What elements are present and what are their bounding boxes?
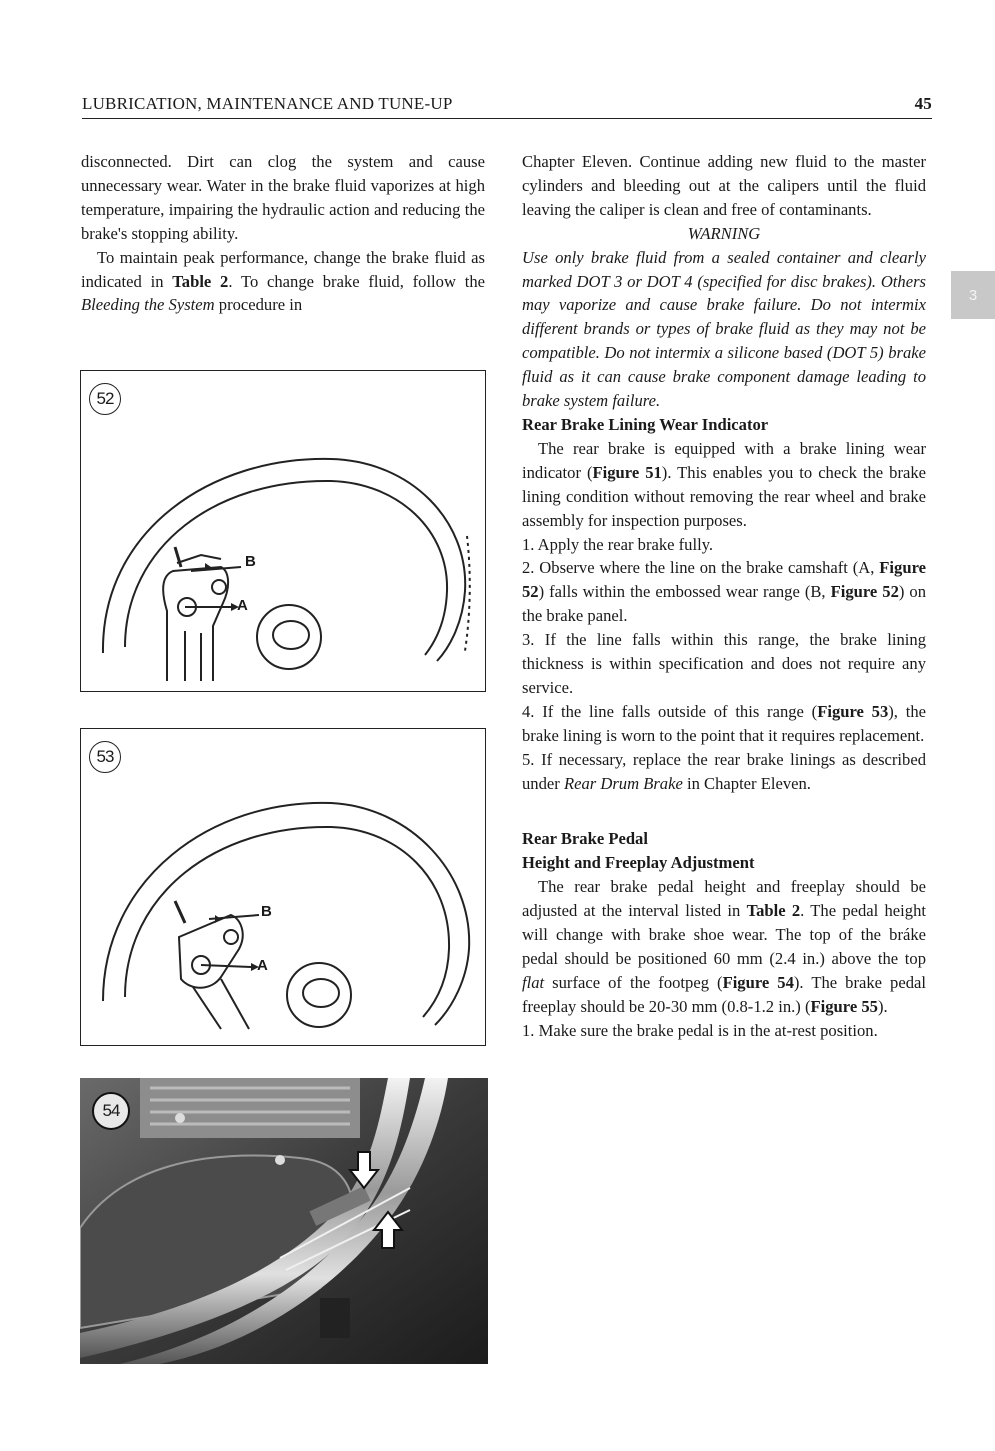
table-reference: Table 2	[746, 901, 801, 921]
text-run: ). This enables you to check the brake lining condition without removing the rear wheel and brake assembly for inspection purposes.	[522, 462, 926, 530]
label-a: A	[257, 957, 268, 974]
warning-heading: WARNING	[687, 223, 761, 243]
text-run: The rear brake pedal height and freeplay should be adjusted at the interval listed in	[522, 877, 926, 921]
section-subheading: Height and Freeplay Adjustment	[522, 853, 755, 873]
text-run: 4. If the line falls outside of this range (	[522, 701, 818, 721]
list-item: 3. If the line falls within this range, the brake lining thickness is within specification and does not require any service.	[522, 630, 926, 697]
page-number: 45	[914, 94, 932, 113]
list-item: 1. Apply the rear brake fully.	[522, 534, 714, 554]
brake-panel-drawing	[81, 729, 485, 1045]
text-run: 5. If necessary, replace the rear brake linings as described under	[522, 749, 926, 793]
text-run: ). The brake pedal freeplay should be 20-30 mm (0.8-1.2 in.) (	[522, 972, 926, 1016]
text-run: To maintain peak performance, change the brake fluid as indicated in	[81, 247, 485, 291]
right-column	[522, 150, 926, 1043]
list-item	[522, 700, 926, 748]
section-heading: Rear Brake Pedal	[522, 829, 648, 849]
chapter-tab: 3	[951, 271, 995, 319]
figure-reference: Figure 53	[817, 701, 889, 721]
paragraph	[522, 875, 926, 1018]
left-column	[81, 150, 485, 317]
brake-panel-drawing	[81, 371, 485, 691]
text-run: ).	[877, 996, 888, 1016]
text-run: ) on the brake panel.	[522, 582, 926, 626]
figure-reference: Figure 52	[522, 558, 926, 602]
list-item: 1. Make sure the brake pedal is in the at-rest position.	[522, 1020, 878, 1040]
text-run: ) falls within the embossed wear range (B,	[538, 582, 831, 602]
brake-pedal-photo	[80, 1078, 488, 1364]
figure-54-photo	[80, 1078, 488, 1364]
warning-text: Use only brake fluid from a sealed container and clearly marked DOT 3 or DOT 4 (specified for disc brakes). Others may vaporize and cause brake failure. Do not intermix different brands or types of brake fluid as they may not be compatible. Do not intermix a silicone based (DOT 5) brake fluid as it can cause brake component damage leading to brake system failure.	[522, 247, 926, 411]
text-run: surface of the footpeg (	[544, 972, 723, 992]
chapter-title: LUBRICATION, MAINTENANCE AND TUNE-UP	[82, 94, 453, 113]
text-run: 2. Observe where the line on the brake camshaft (A,	[522, 558, 880, 578]
paragraph: Chapter Eleven. Continue adding new fluid to the master cylinders and bleeding out at the calipers until the fluid leaving the caliper is clean and free of contaminants.	[522, 152, 926, 219]
list-item	[522, 748, 926, 796]
figure-reference: Figure 54	[722, 972, 794, 992]
label-b: B	[245, 553, 256, 570]
paragraph: disconnected. Dirt can clog the system and cause unnecessary wear. Water in the brake fluid vaporizes at high temperature, impairing the hydraulic action and reducing the brake's stopping ability.	[81, 152, 485, 243]
figure-number-badge: 54	[92, 1092, 130, 1130]
list-item	[522, 556, 926, 628]
text-run: The rear brake is equipped with a brake lining wear indicator (	[522, 438, 926, 482]
text-run: . To change brake fluid, follow the	[228, 271, 485, 291]
label-b: B	[261, 903, 272, 920]
text-run: procedure in	[214, 295, 303, 315]
text-run: . The pedal height will change with brake shoe wear. The top of the bráke pedal should be positioned 60 mm (2.4 in.) above the top	[522, 901, 926, 968]
emphasis: flat	[522, 972, 545, 992]
table-reference: Table 2	[172, 271, 229, 291]
paragraph	[81, 246, 485, 318]
figure-number-badge: 53	[89, 741, 121, 773]
section-heading: Rear Brake Lining Wear Indicator	[522, 414, 769, 434]
figure-reference: Figure 51	[592, 462, 662, 482]
text-run: ), the brake lining is worn to the point that it requires replacement.	[522, 701, 926, 745]
running-header	[82, 92, 932, 119]
paragraph	[522, 437, 926, 533]
figure-number-badge: 52	[89, 383, 121, 415]
figure-53	[80, 728, 486, 1046]
figure-reference: Figure 55	[810, 996, 878, 1016]
figure-52	[80, 370, 486, 692]
label-a: A	[237, 597, 248, 614]
figure-reference: Figure 52	[830, 582, 899, 602]
chapter-reference: Rear Drum Brake	[563, 773, 683, 793]
procedure-reference: Bleeding the System	[81, 295, 215, 315]
text-run: in Chapter Eleven.	[682, 773, 811, 793]
